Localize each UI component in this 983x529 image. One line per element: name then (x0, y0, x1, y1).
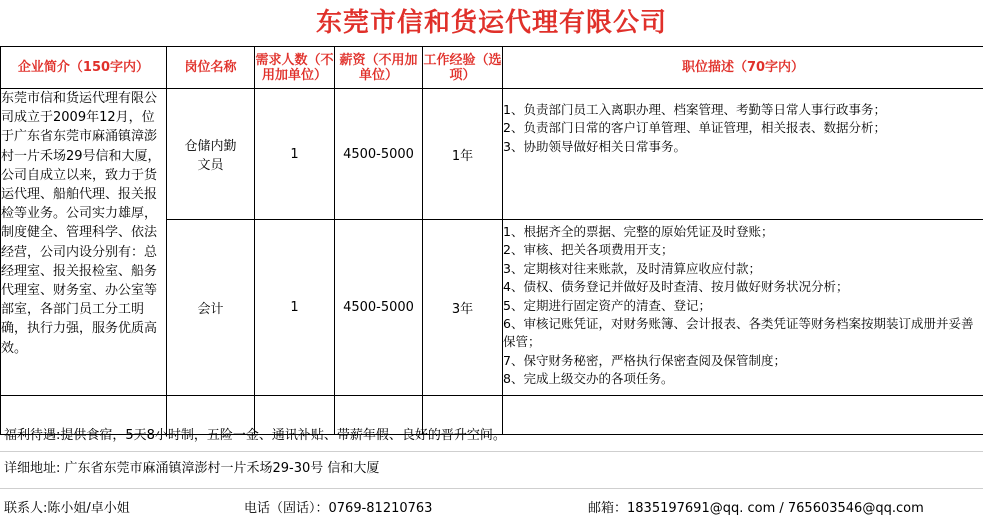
header-description: 职位描述（70字内） (503, 47, 983, 89)
header-count: 需求人数（不用加单位） (255, 47, 335, 89)
job-experience: 1年 (423, 89, 503, 220)
divider (0, 488, 983, 489)
job-salary: 4500-5000 (335, 220, 423, 396)
header-experience: 工作经验（选项） (423, 47, 503, 89)
description-line: 4、债权、债务登记并做好及时查清、按月做好财务状况分析； (503, 279, 849, 295)
page-title: 东莞市信和货运代理有限公司 (0, 0, 983, 47)
description-line: 2、负责部门日常的客户订单管理、单证管理，相关报表、数据分析； (503, 120, 886, 136)
description-line: 5、定期进行固定资产的清查、登记； (503, 297, 711, 313)
job-count: 1 (255, 220, 335, 396)
recruitment-table (0, 46, 983, 435)
description-line: 3、定期核对往来账款，及时清算应收应付款； (503, 260, 761, 276)
header-position: 岗位名称 (167, 47, 255, 89)
benefits: 福利待遇:提供食宿，5天8小时制，五险一金、通讯补贴、带薪年假、良好的晋升空间。 (4, 428, 506, 443)
contact-phone: 电话（固话）：0769-81210763 (244, 501, 433, 516)
job-count: 1 (255, 89, 335, 220)
header-salary: 薪资（不用加单位） (335, 47, 423, 89)
description-line: 2、审核、把关各项费用开支； (503, 242, 674, 258)
header-company: 企业简介（150字内） (1, 47, 167, 89)
job-description (503, 220, 983, 396)
table-row (1, 89, 983, 220)
description-line: 1、负责部门员工入离职办理、档案管理、考勤等日常人事行政事务； (503, 102, 886, 117)
company-intro: 东莞市信和货运代理有限公司成立于2009年12月，位于广东省东莞市麻涌镇漳澎村一片禾场29号信和大厦，公司自成立以来，致力于货运代理、船舶代理、报关报检等业务。公司实力雄厚，制度健全、管理科学、依法经营，公司内设分别有：总经理室、报关报检室、船务代理室、财务室、办公室等部室，各部门员工分工明确，执行力强，服务优质高效。 (1, 89, 167, 396)
job-position: 仓储内勤文员 (167, 89, 255, 220)
divider (0, 451, 983, 452)
description-line: 7、保守财务秘密，严格执行保密查阅及保管制度； (503, 352, 786, 368)
empty-cell (503, 396, 983, 435)
job-description (503, 89, 983, 220)
address: 详细地址: 广东省东莞市麻涌镇漳澎村一片禾场29-30号 信和大厦 (4, 461, 380, 476)
description-line: 8、完成上级交办的各项任务。 (503, 371, 674, 387)
description-line: 3、协助领导做好相关日常事务。 (503, 138, 686, 154)
table-header-row (1, 47, 983, 89)
job-salary: 4500-5000 (335, 89, 423, 220)
description-line: 6、审核记账凭证，对财务账簿、会计报表、各类凭证等财务档案按期装订成册并妥善保管； (503, 316, 974, 350)
job-position: 会计 (167, 220, 255, 396)
contact-email: 邮箱：1835197691@qq. com / 765603546@qq.com (588, 501, 924, 516)
description-line: 1、根据齐全的票据、完整的原始凭证及时登账； (503, 224, 774, 239)
job-experience: 3年 (423, 220, 503, 396)
contact-person: 联系人:陈小姐/卓小姐 (4, 501, 130, 516)
